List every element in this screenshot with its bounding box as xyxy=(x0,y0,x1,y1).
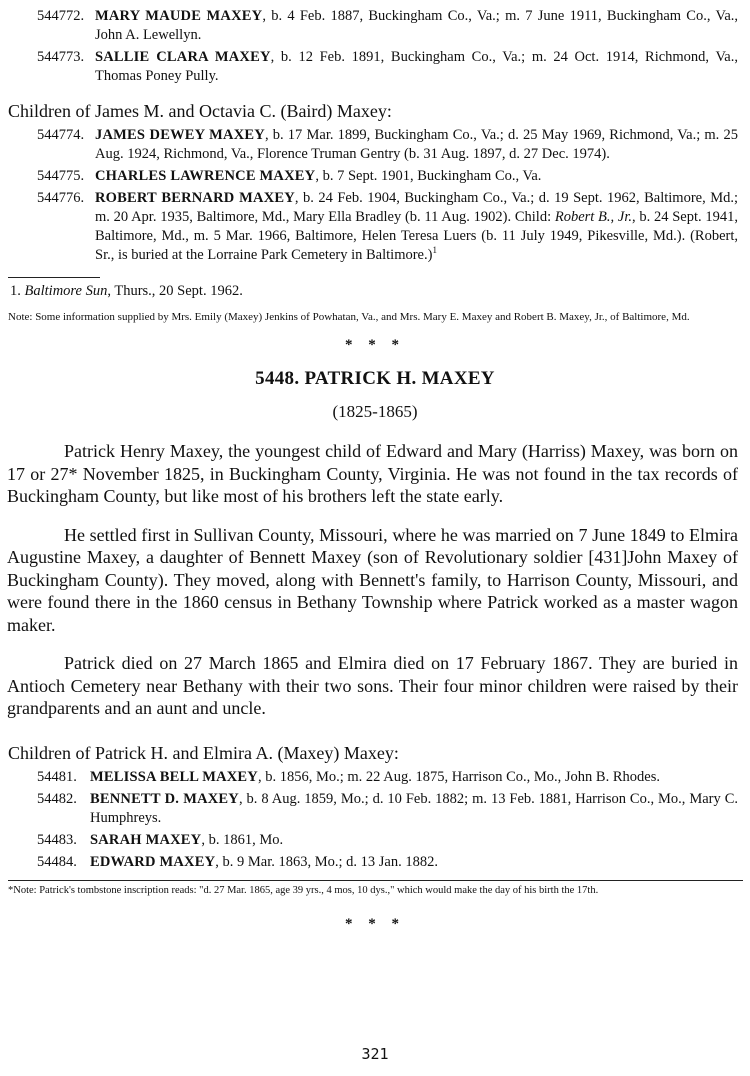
footnote-text: , Thurs., 20 Sept. 1962. xyxy=(107,283,243,299)
footnote-number: 1. xyxy=(10,283,21,299)
entry-54483 xyxy=(0,831,750,850)
footnote-rule xyxy=(8,277,100,278)
entry-number: 544775. xyxy=(37,168,85,184)
entry-name: ROBERT BERNARD MAXEY xyxy=(95,190,295,206)
entry-text: , b. 9 Mar. 1863, Mo.; d. 13 Jan. 1882. xyxy=(215,853,438,870)
paragraph: Patrick Henry Maxey, the youngest child of Edward and Mary (Harriss) Maxey, was born on 17 or 27* November 1825, in Buckingham County, Virginia. He was not found in the tax records of Buckingham County, but like most of his brothers left the state early. xyxy=(7,441,738,506)
entry-name: SARAH MAXEY xyxy=(90,831,202,848)
bottom-note-rule xyxy=(8,880,743,881)
bottom-note: *Note: Patrick's tombstone inscription reads: "d. 27 Mar. 1865, age 39 yrs., 4 mos, 10 dys.," which would make the day of his birth the 17th. xyxy=(8,884,599,896)
entry-text: , b. 17 Mar. 1899, Buckingham Co., Va.; d. 25 May 1969, Richmond, Va.; m. 25 Aug. 1924, Richmond, Va., Florence Truman Gentry (b. 31 Aug. 1897, d. 27 Dec. 1974). xyxy=(95,127,738,162)
entry-544776 xyxy=(0,189,750,265)
entry-text: , b. 24 Sept. 1941, Baltimore, Md., m. 5 Mar. 1966, Baltimore, Helen Teresa Luers (b. 11 July 1949, Pikesville, Md.). (Robert, Sr., is buried at the Lorraine Park Cemetery in Baltimore.) xyxy=(95,209,739,263)
entry-name: CHARLES LAWRENCE MAXEY xyxy=(95,168,316,184)
entry-number: 544772. xyxy=(37,8,85,24)
entry-child-name: Robert B., Jr. xyxy=(554,209,632,225)
entry-544775 xyxy=(0,167,750,186)
paragraph: Patrick died on 27 March 1865 and Elmira died on 17 February 1867. They are buried in Antioch Cemetery near Bethany with their two sons. Their four minor children were raised by their grandparents and an aunt and uncle. xyxy=(7,653,738,718)
entry-name: SALLIE CLARA MAXEY xyxy=(95,49,271,65)
entry-name: BENNETT D. MAXEY xyxy=(90,790,239,807)
entry-text: , b. 8 Aug. 1859, Mo.; d. 10 Feb. 1882; m. 13 Feb. 1881, Harrison Co., Mo., Mary C. Humphreys. xyxy=(90,790,738,826)
entry-name: MARY MAUDE MAXEY xyxy=(95,8,263,24)
footnote xyxy=(10,282,750,300)
entry-text: , b. 1861, Mo. xyxy=(201,831,284,848)
entry-text: , b. 24 Feb. 1904, Buckingham Co., Va.; d. 19 Sept. 1962, Baltimore, Md.; m. 20 Apr. 1935, Baltimore, Md., Mary Ella Bradley (b. 11 Aug. 1902). Child: xyxy=(95,190,738,225)
entry-54481 xyxy=(0,768,750,787)
entry-text: , b. 4 Feb. 1887, Buckingham Co., Va.; m. 7 June 1911, Buckingham Co., Va., John A. Lewellyn. xyxy=(95,8,738,43)
footnote-mark: 1 xyxy=(432,245,437,256)
entry-number: 54484. xyxy=(37,853,77,870)
entry-number: 544774. xyxy=(37,127,85,143)
entry-number: 54481. xyxy=(37,768,77,785)
entry-name: MELISSA BELL MAXEY xyxy=(90,768,258,785)
entry-54482 xyxy=(0,790,750,828)
biography xyxy=(0,440,750,720)
entry-544774 xyxy=(0,126,750,164)
entry-54484 xyxy=(0,853,750,872)
footnote-source: Baltimore Sun xyxy=(24,283,108,299)
section-dates: (1825-1865) xyxy=(332,402,418,421)
entry-text: , b. 1856, Mo.; m. 22 Aug. 1875, Harrison Co., Mo., John B. Rhodes. xyxy=(257,768,660,785)
entry-name: JAMES DEWEY MAXEY xyxy=(95,127,265,143)
paragraph: He settled first in Sullivan County, Missouri, where he was married on 7 June 1849 to Elmira Augustine Maxey, a daughter of Bennett Maxey (son of Revolutionary soldier [431]John Maxey of Buckingham County). They moved, along with Bennett's family, to Harrison County, Missouri, and were found there in the 1860 census in Bethany Township where Patrick worked as a master wagon maker. xyxy=(7,524,738,635)
section-separator: * * * xyxy=(345,337,405,353)
entry-544772 xyxy=(0,7,750,45)
page-number: 321 xyxy=(361,1045,389,1063)
entry-number: 54482. xyxy=(37,790,77,807)
entry-text: , b. 7 Sept. 1901, Buckingham Co., Va. xyxy=(315,168,542,184)
source-note: Note: Some information supplied by Mrs. Emily (Maxey) Jenkins of Powhatan, Va., and Mrs. Mary E. Maxey and Robert B. Maxey, Jr., of Baltimore, Md. xyxy=(8,311,690,323)
entry-544773 xyxy=(0,48,750,86)
entry-number: 544773. xyxy=(37,49,85,65)
section-separator-end: * * * xyxy=(345,915,405,932)
children-heading-patrick: Children of Patrick H. and Elmira A. (Maxey) Maxey: xyxy=(8,742,399,763)
entry-name: EDWARD MAXEY xyxy=(90,853,216,870)
children-heading-james: Children of James M. and Octavia C. (Baird) Maxey: xyxy=(8,101,392,121)
section-title: 5448. PATRICK H. MAXEY xyxy=(255,368,495,389)
entry-number: 544776. xyxy=(37,190,85,206)
entry-number: 54483. xyxy=(37,831,77,848)
entry-text: , b. 12 Feb. 1891, Buckingham Co., Va.; m. 24 Oct. 1914, Richmond, Va., Thomas Poney Pully. xyxy=(95,49,738,84)
